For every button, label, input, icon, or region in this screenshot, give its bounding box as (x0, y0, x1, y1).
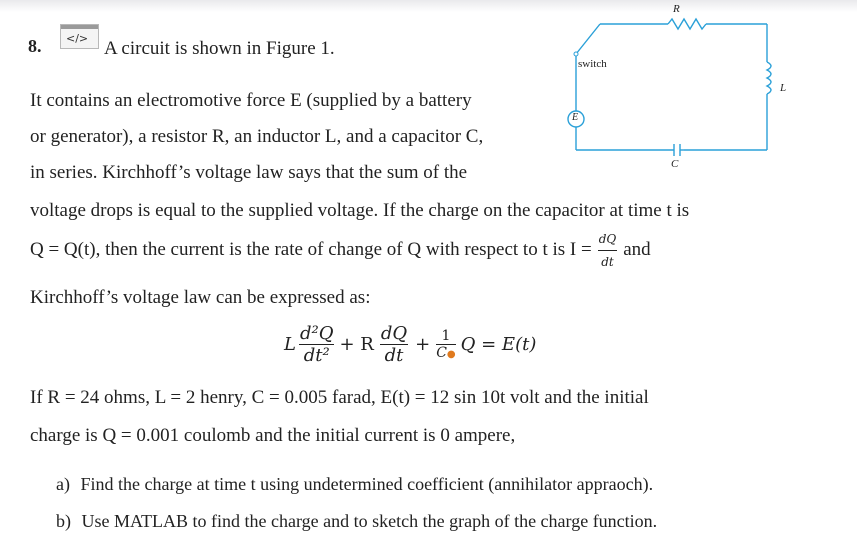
params-line: If R = 24 ohms, L = 2 henry, C = 0.005 farad, E(t) = 12 sin 10t volt and the initial (30, 387, 649, 408)
inductor-label: L (780, 82, 787, 94)
eq-one-over-c (436, 328, 455, 361)
current-fraction-den: dt (601, 254, 614, 269)
current-line-and: and (623, 239, 651, 260)
current-fraction (598, 228, 618, 273)
eq-one: 1 (436, 328, 455, 345)
eq-d2q: d²Q (299, 322, 334, 344)
resistor-label: R (673, 3, 680, 15)
eq-rest: Q = E(t) (460, 333, 537, 355)
eq-second-derivative (299, 323, 335, 366)
eq-first-derivative (380, 323, 408, 366)
circuit-wires (576, 19, 771, 156)
switch-label: switch (578, 58, 607, 70)
law-line: Kirchhoff’s voltage law can be expressed as: (30, 287, 371, 308)
part-b-text: Use MATLAB to find the charge and to sketch the graph of the charge function. (81, 511, 658, 531)
body-line-3: in series. Kirchhoff’s voltage law says that the sum of the (30, 162, 468, 183)
embed-code-text: </> (66, 32, 89, 45)
eq-L: L (284, 333, 296, 355)
accent-dot: ● (446, 348, 456, 360)
current-line-text: Q = Q(t), then the current is the rate of change of Q with respect to t is I = (30, 239, 592, 260)
part-a-label: a) (56, 474, 70, 494)
intro-text: A circuit is shown in Figure 1. (104, 38, 335, 59)
resistor-symbol (668, 19, 706, 29)
part-b-label: b) (56, 511, 71, 531)
body-line-4: voltage drops is equal to the supplied voltage. If the charge on the capacitor at time t is (30, 200, 690, 221)
inductor-symbol (767, 62, 771, 94)
body-line-1: It contains an electromotive force E (supplied by a battery (30, 90, 472, 111)
charge-line: charge is Q = 0.001 coulomb and the initial current is 0 ampere, (30, 425, 516, 446)
circuit-diagram (540, 0, 780, 180)
eq-dt: dt (384, 344, 404, 366)
body-line-2: or generator), a resistor R, an inductor L, and a capacitor C, (30, 126, 484, 147)
current-fraction-num: dQ (598, 228, 618, 251)
part-a-text: Find the charge at time t using undetermined coefficient (annihilator appraoch). (80, 474, 654, 494)
eq-dt2: dt² (303, 344, 330, 366)
question-number: 8. (28, 36, 42, 56)
eq-plus-r: + R (339, 333, 374, 355)
part-a (56, 473, 653, 495)
differential-equation (284, 318, 536, 370)
current-definition-line (30, 232, 651, 268)
eq-dq: dQ (380, 322, 408, 344)
switch-symbol (576, 24, 600, 54)
eq-plus: + (415, 333, 431, 355)
eq-c: C (436, 344, 447, 361)
code-embed-icon[interactable] (60, 24, 99, 49)
source-label: E (572, 112, 579, 123)
capacitor-label: C (671, 158, 679, 170)
switch-pivot (574, 52, 578, 56)
part-b (56, 510, 657, 532)
